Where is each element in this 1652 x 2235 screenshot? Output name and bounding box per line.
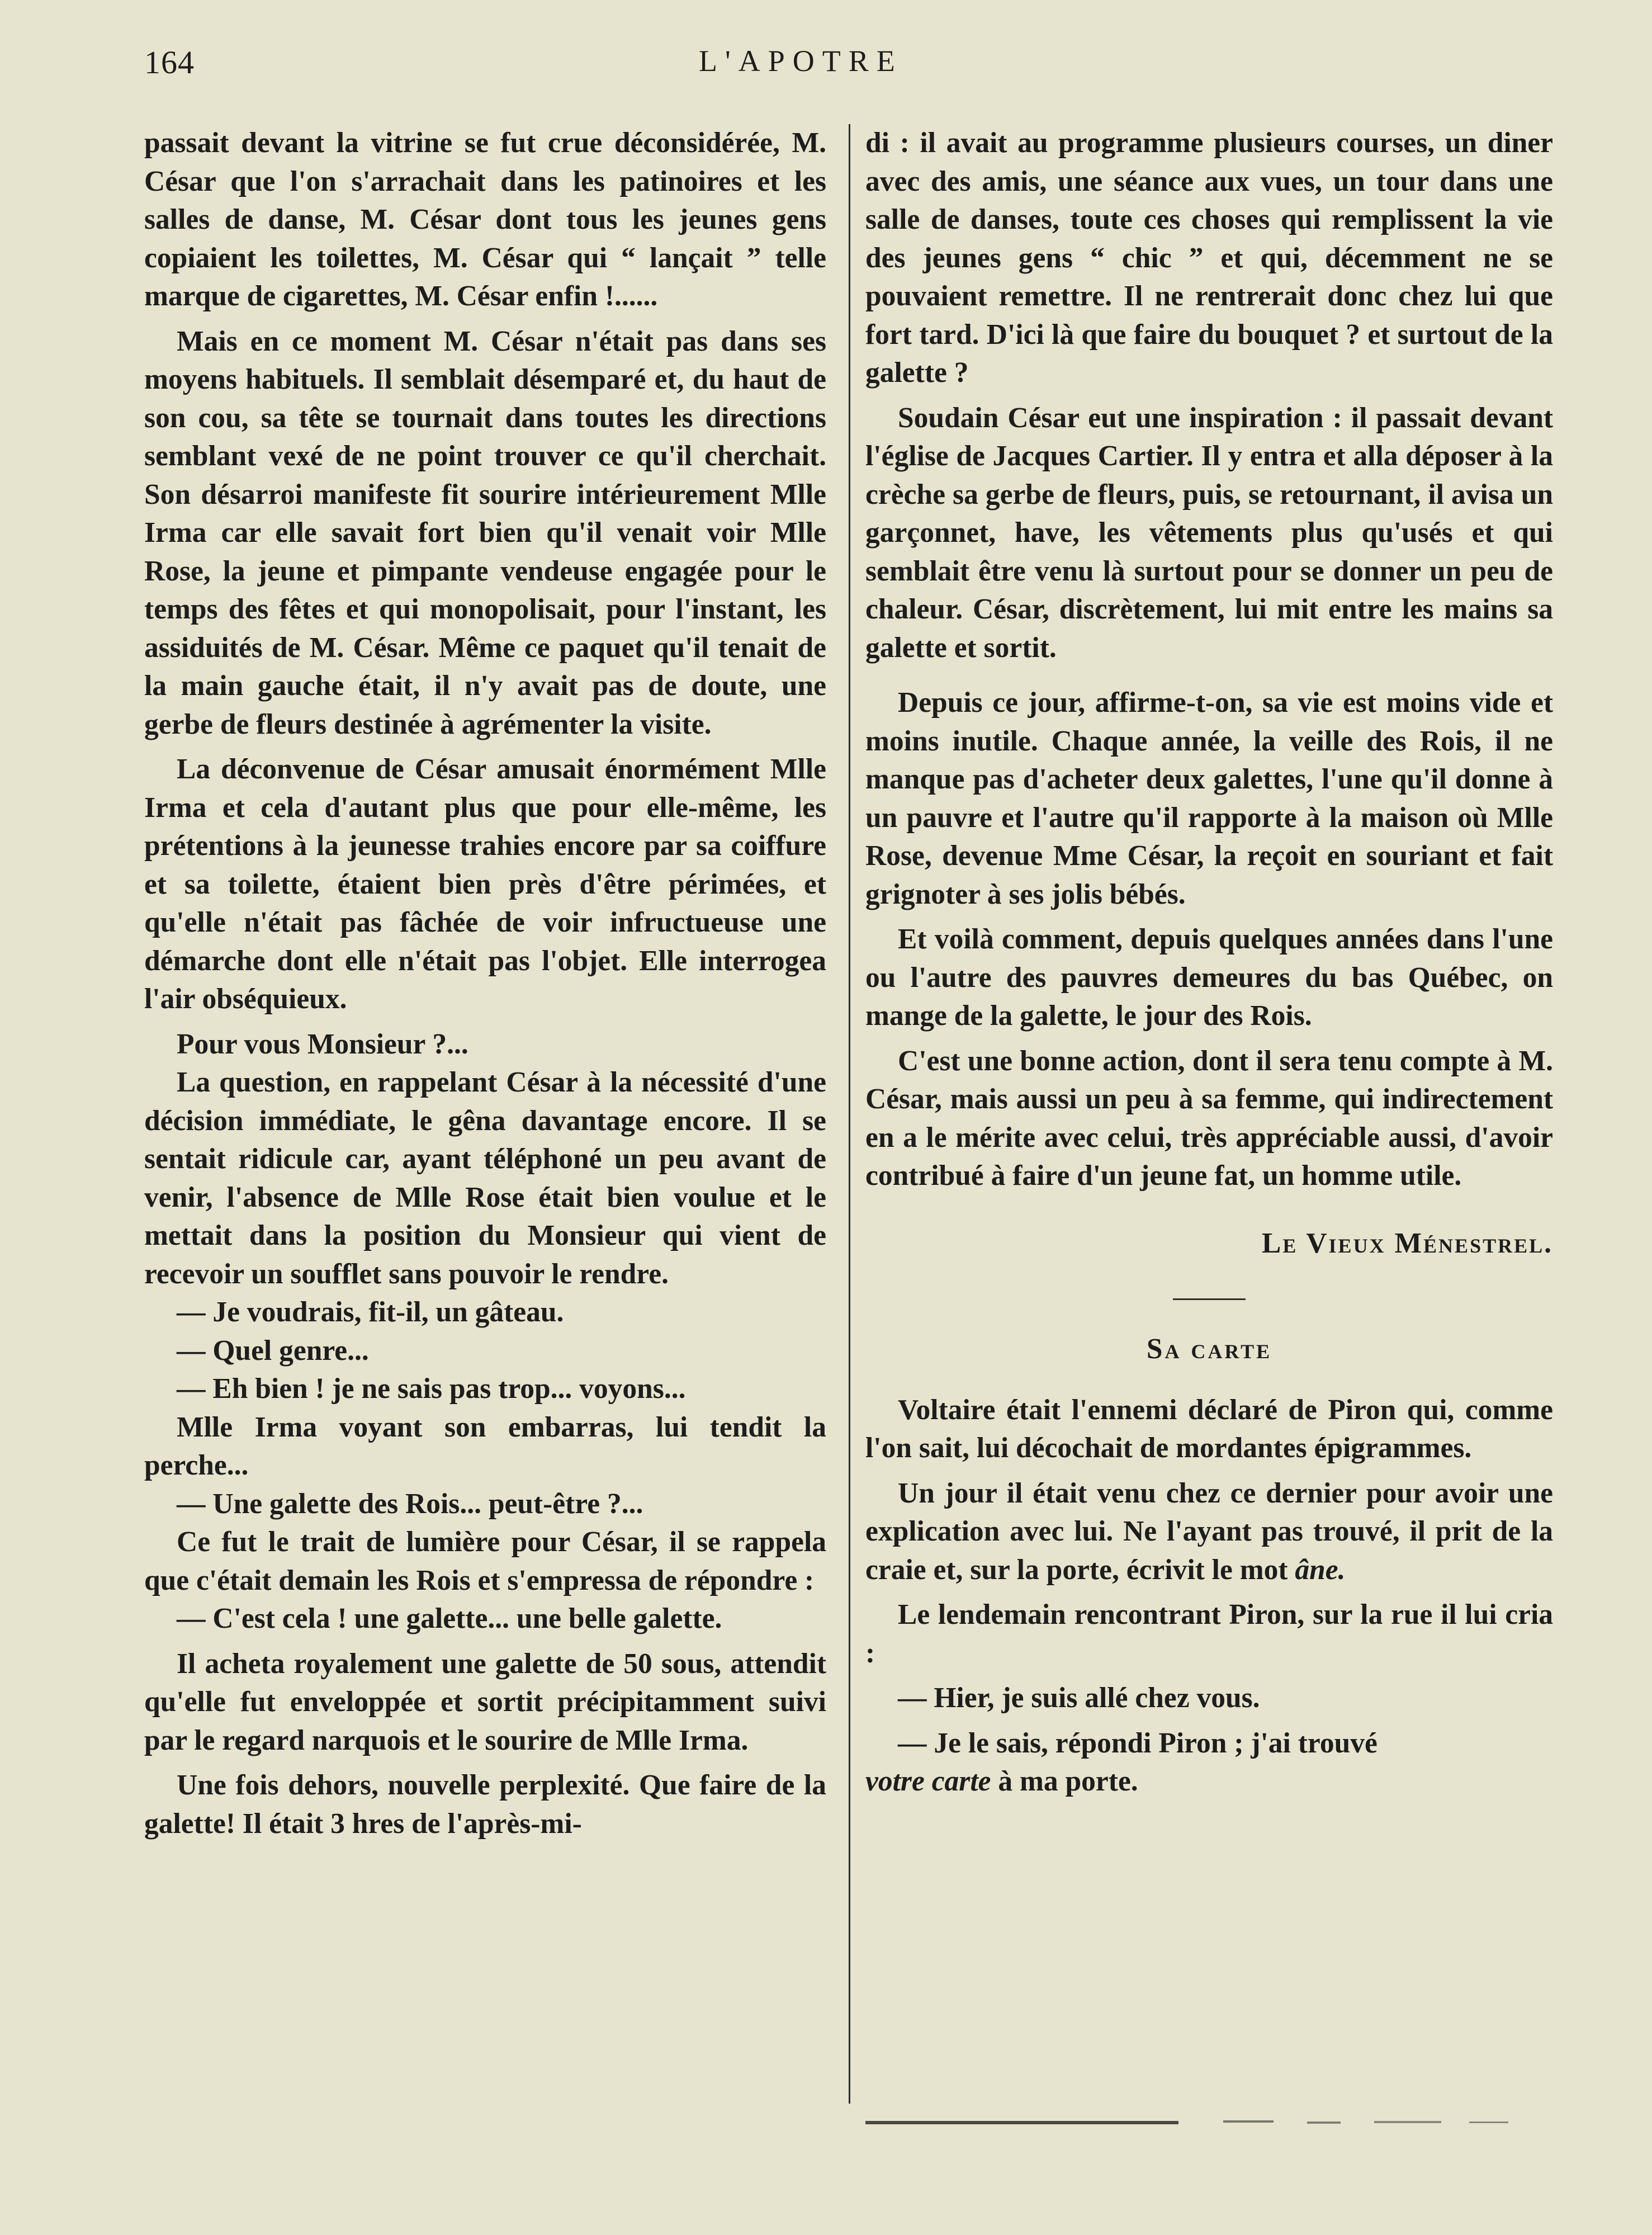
paragraph: Le lendemain rencontrant Piron, sur la rue il lui cria : <box>865 1599 1553 1669</box>
right-column <box>865 124 1553 1801</box>
left-column <box>144 124 826 1843</box>
paragraph-text: Un jour il était venu chez ce dernier pour avoir une explication avec lui. Ne l'ayant pas trouvé, il prit de la craie et, sur la porte, écrivit le mot <box>865 1477 1553 1586</box>
paragraph: C'est une bonne action, dont il sera tenu compte à M. César, mais aussi un peu à sa femme, qui indirectement en a le mérite avec celui, très appréciable aussi, d'avoir contribué à faire d'un jeune fat, un homme utile. <box>865 1045 1553 1192</box>
print-smudge <box>865 2118 1553 2126</box>
paragraph: Pour vous Monsieur ?... <box>177 1028 468 1060</box>
paragraph: Une fois dehors, nouvelle perplexité. Que faire de la galette! Il était 3 hres de l'après-mi- <box>144 1769 826 1840</box>
dialogue-line: — Eh bien ! je ne sais pas trop... voyons... <box>177 1373 686 1405</box>
dialogue-line: — C'est cela ! une galette... une belle galette. <box>177 1603 722 1634</box>
paragraph: Mais en ce moment M. César n'était pas dans ses moyens habituels. Il semblait désemparé et, du haut de son cou, sa tête se tournait dans toutes les directions semblant vexé de ne point trouver ce qu'il cherchait. Son désarroi manifeste fit sourire intérieurement Mlle Irma car elle savait fort bien qu'il venait voir Mlle Rose, la jeune et pimpante vendeuse engagée pour le temps des fêtes et qui monopolisait, pour l'instant, les assiduités de M. César. Même ce paquet qu'il tenait de la main gauche était, il n'y avait pas de doute, une gerbe de fleurs destinée à agrémenter la visite. <box>144 325 826 740</box>
paragraph: Mlle Irma voyant son embarras, lui tendit la perche... <box>144 1411 826 1481</box>
paragraph: Et voilà comment, depuis quelques années dans l'une ou l'autre des pauvres demeures du bas Québec, on mange de la galette, le jour des Rois. <box>865 923 1553 1032</box>
paragraph <box>865 1475 1553 1590</box>
last-line <box>865 1763 1553 1801</box>
paragraph: Voltaire était l'ennemi déclaré de Piron qui, comme l'on sait, lui décochait de mordantes épigrammes. <box>865 1393 1553 1464</box>
paragraph: di : il avait au programme plusieurs courses, un diner avec des amis, une séance aux vues, un tour dans une salle de danses, toute ces choses qui remplissent la vie des jeunes gens “ chic ” et qui, décemment ne se pouvaient remettre. Il ne rentrerait donc chez lui que fort tard. D'ici là que faire du bouquet ? et surtout de la galette ? <box>865 127 1553 389</box>
dialogue-line: — Quel genre... <box>177 1334 369 1367</box>
section-divider <box>1173 1298 1246 1300</box>
paragraph: Soudain César eut une inspiration : il passait devant l'église de Jacques Cartier. Il y entra et alla déposer à la crèche sa gerbe de fleurs, puis, se retournant, il avisa un garçonnet, have, les vêtements plus qu'usés et qui semblait être venu là surtout pour se donner un peu de chaleur. César, discrètement, lui mit entre les mains sa galette et sortit. <box>865 401 1553 664</box>
running-title: L'APOTRE <box>699 44 903 78</box>
paragraph: La question, en rappelant César à la nécessité d'une décision immédiate, le gêna davantage encore. Il se sentait ridicule car, ayant téléphoné un peu avant de venir, l'absence de Mlle Rose était bien voulue et le mettait dans la position du Monsieur qui vient de recevoir un soufflet sans pouvoir le rendre. <box>144 1066 826 1290</box>
paragraph: passait devant la vitrine se fut crue déconsidérée, M. César que l'on s'arrachait dans les patinoires et les salles de danse, M. César dont tous les jeunes gens copiaient les toilettes, M. César qui “ lançait ” telle marque de cigarettes, M. César enfin !...... <box>144 127 826 312</box>
paragraph: Il acheta royalement une galette de 50 sous, attendit qu'elle fut enveloppée et sortit précipitamment suivi par le regard narquois et le sourire de Mlle Irma. <box>144 1647 826 1756</box>
signature: Le Vieux Ménestrel. <box>1262 1227 1553 1259</box>
paragraph: Depuis ce jour, affirme-t-on, sa vie est moins vide et moins inutile. Chaque année, la veille des Rois, il ne manque pas d'acheter deux galettes, l'une qu'il donne à un pauvre et l'autre qu'il rapporte à la maison où Mlle Rose, devenue Mme César, la reçoit en souriant et fait grignoter à ses jolis bébés. <box>865 687 1553 910</box>
section-title: Sa carte <box>1146 1333 1272 1365</box>
paragraph: Ce fut le trait de lumière pour César, il se rappela que c'était demain les Rois et s'empressa de répondre : <box>144 1526 826 1596</box>
italic-word: âne. <box>1295 1553 1346 1586</box>
italic-phrase: votre carte <box>865 1765 991 1797</box>
dialogue-line: — Hier, je suis allé chez vous. <box>898 1682 1260 1714</box>
dialogue-line: — Je le sais, répondi Piron ; j'ai trouvé <box>898 1727 1378 1759</box>
dialogue-line: — Je voudrais, fit-il, un gâteau. <box>177 1296 564 1328</box>
dialogue-line: — Une galette des Rois... peut-être ?... <box>177 1487 643 1520</box>
last-line-text: à ma porte. <box>991 1765 1138 1797</box>
paragraph: La déconvenue de César amusait énormément Mlle Irma et cela d'autant plus que pour elle-même, les prétentions à la jeunesse trahies encore par sa coiffure et sa toilette, étaient bien près d'être périmées, et qu'elle n'était pas fâchée de voir infructueuse une démarche dont elle n'était pas l'objet. Elle interrogea l'air obséquieux. <box>144 753 826 1015</box>
page-number: 164 <box>144 44 195 81</box>
column-divider <box>849 124 850 2104</box>
